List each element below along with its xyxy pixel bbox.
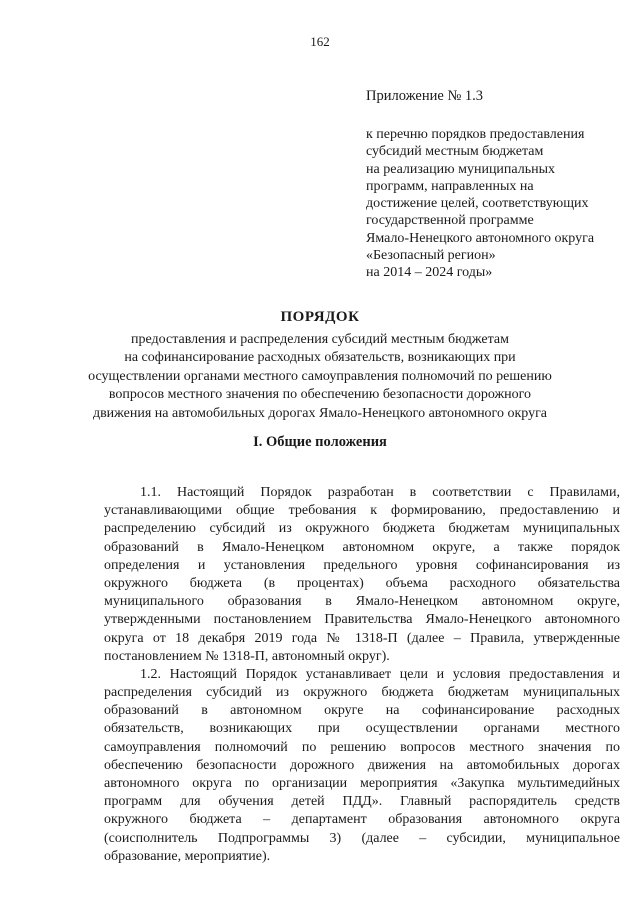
- appendix-line: Ямало-Ненецкого автономного округа: [366, 230, 595, 246]
- document-subtitle: [0, 331, 640, 423]
- appendix-line: программ, направленных на: [366, 178, 534, 194]
- text-line: 1.1. Настоящий Порядок разработан в соответствии с Правилами,: [140, 485, 620, 500]
- appendix-line: на 2014 – 2024 годы»: [366, 265, 493, 281]
- text-line: обеспечению безопасности дорожного движения на автомобильных дорогах: [104, 757, 620, 773]
- paragraph-1-2: [104, 666, 620, 866]
- text-line: утвержденными постановлением Правительства Ямало-Ненецкого автономного: [104, 612, 620, 628]
- text-line: (соисполнитель Подпрограммы 3) (далее – субсидии, муниципальное: [104, 830, 620, 846]
- text-line: распределения субсидий из окружного бюджета бюджетам муниципальных: [104, 685, 620, 701]
- document-title: ПОРЯДОК: [280, 309, 360, 325]
- text-line: самоуправления полномочий по решению вопросов местного значения по: [104, 739, 620, 755]
- appendix-line: «Безопасный регион»: [366, 248, 496, 264]
- appendix-line: достижение целей, соответствующих: [366, 196, 589, 212]
- appendix-line: субсидий местным бюджетам: [366, 144, 544, 160]
- appendix-label: Приложение № 1.3: [366, 88, 484, 104]
- text-line: автономного округа по организации мероприятия «Закупка мультимедийных: [104, 776, 620, 791]
- appendix-line: государственной программе: [366, 213, 534, 229]
- section-title: I. Общие положения: [253, 434, 387, 450]
- text-line: округа от 18 декабря 2019 года № 1318-П (далее – Правила, утвержденные: [104, 630, 620, 646]
- subtitle-line: вопросов местного значения по обеспечению безопасности дорожного: [108, 387, 532, 403]
- text-line: обязательств, возникающих при осуществлении органами местного: [104, 721, 620, 737]
- subtitle-line: предоставления и распределения субсидий местным бюджетам: [130, 332, 509, 347]
- text-line: устанавливающими общие требования к формированию, предоставлению и: [104, 503, 620, 519]
- text-line: определения и установления предельного уровня софинансирования из: [104, 557, 620, 573]
- appendix-line: на реализацию муниципальных: [366, 161, 556, 177]
- page-number: 162: [310, 34, 330, 49]
- text-line: постановлением № 1318-П, автономный округ).: [104, 648, 390, 664]
- subtitle-line: на софинансирование расходных обязательств, возникающих при: [124, 350, 516, 366]
- document-body: [104, 484, 620, 866]
- appendix-reference: [366, 126, 626, 282]
- text-line: окружного бюджета (в процентах) объема расходного обязательства: [104, 575, 620, 591]
- paragraph-1-1: [104, 484, 620, 666]
- text-line: программ для обучения детей ПДД». Главный распорядитель средств: [104, 794, 620, 810]
- subtitle-line: движения на автомобильных дорогах Ямало-Ненецкого автономного округа: [92, 405, 548, 421]
- subtitle-line: осуществлении органами местного самоуправления полномочий по решению: [88, 368, 552, 384]
- text-line: 1.2. Настоящий Порядок устанавливает цели и условия предоставления и: [140, 666, 620, 682]
- text-line: распределению субсидий из окружного бюджета бюджетам муниципальных: [104, 521, 620, 537]
- text-line: муниципального образования в Ямало-Ненецком автономном округе,: [104, 594, 620, 610]
- text-line: образование, мероприятие).: [104, 848, 271, 864]
- text-line: окружного бюджета – департамент образования автономного округа: [104, 812, 620, 828]
- text-line: образований в автономном округе на софинансирование расходных: [104, 703, 620, 719]
- appendix-line: к перечню порядков предоставления: [366, 127, 585, 142]
- text-line: образований в Ямало-Ненецком автономном округе, а также порядок: [104, 539, 620, 555]
